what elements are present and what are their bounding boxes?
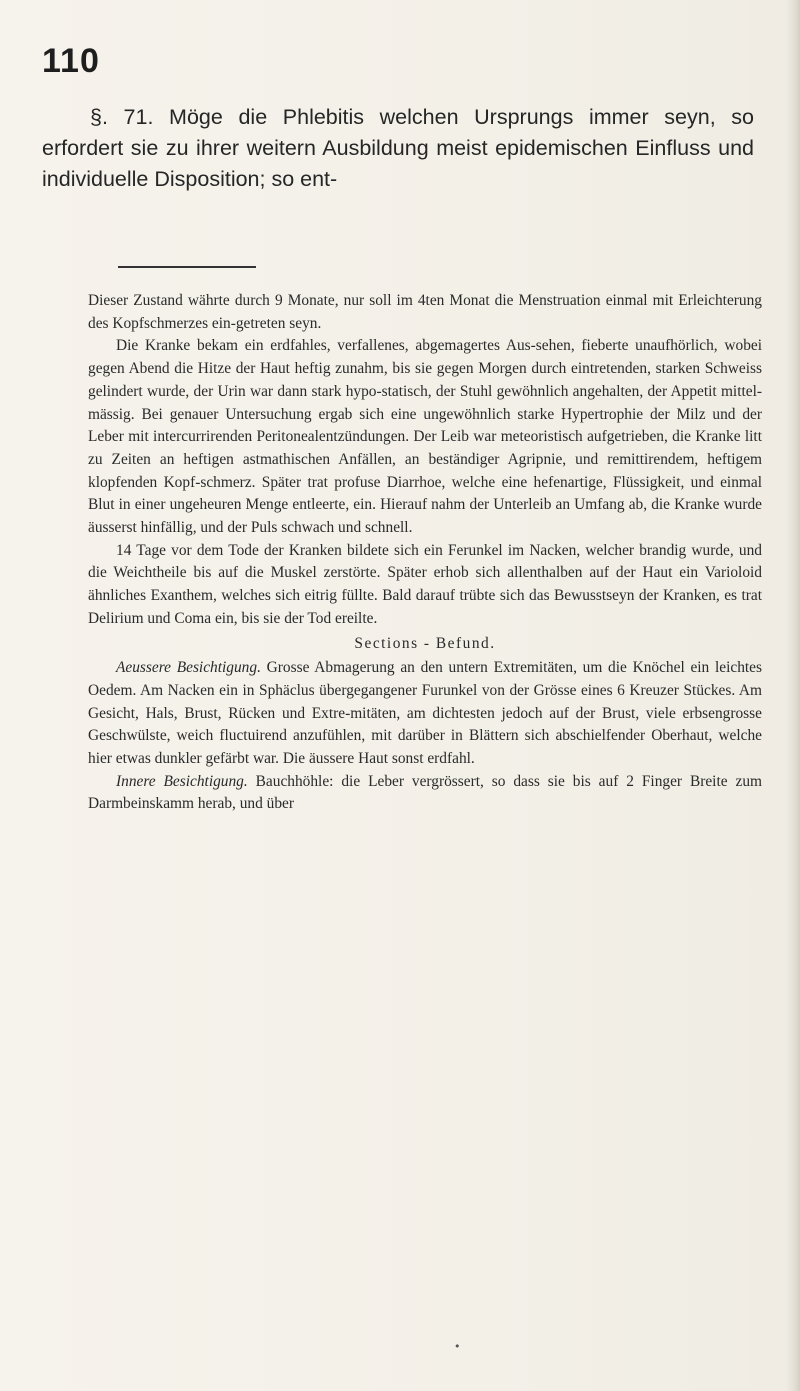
footnote [88, 290, 762, 816]
inner-inspection-label: Innere Besichtigung. [116, 772, 248, 790]
main-paragraph: §. 71. Möge die Phlebitis welchen Ursprungs immer seyn, so erfordert sie zu ihrer weitern Ausbildung meist epidemischen Einfluss und individuelle Disposition; so ent- [42, 105, 754, 191]
outer-inspection-paragraph [88, 657, 762, 771]
outer-inspection-text: Grosse Abmagerung an den untern Extremitäten, um die Knöchel ein leichtes Oedem. Am Nacken ein in Sphäclus übergegangener Furunkel von der Grösse eines 6 Kreuzer Stückes. Am Gesicht, Hals, Brust, Rücken und Extre-mitäten, am dichtesten jedoch auf der Brust, viele erbsengrosse Geschwülste, weich fluctuirend anzufühlen, mit darüber in Blättern sich abschielfender Oberhaut, welche hier etwas dunkler gefärbt war. Die äussere Haut sonst erdfahl. [88, 659, 762, 768]
footnote-paragraph-2: Die Kranke bekam ein erdfahles, verfallenes, abgemagertes Aus-sehen, fieberte unaufhörlich, wobei gegen Abend die Hitze der Haut heftig zunahm, bis sie gegen Morgen durch eintretenden, starken Schweiss gelindert wurde, der Urin war dann stark hypo-statisch, der Stuhl gewöhnlich angehalten, der Appetit mittel-mässig. Bei genauer Untersuchung ergab sich eine ungewöhnlich starke Hypertrophie der Milz und der Leber mit intercurrirenden Peritonealentzündungen. Der Leib war meteoristisch aufgetrieben, die Kranke litt zu Zeiten an heftigen astmathischen Anfällen, an beständiger Agripnie, und remittirendem, heftigem klopfenden Kopf-schmerz. Später trat profuse Diarrhoe, welche eine hefenartige, Flüssigkeit, und einmal Blut in einer ungeheuren Menge entleerte, ein. Hierauf nahm der Unterleib an Umfang ab, die Kranke wurde äusserst hinfällig, und der Puls schwach und schnell. [88, 337, 762, 537]
outer-inspection-label: Aeussere Besichtigung. [116, 659, 261, 677]
inner-inspection-text: Bauchhöhle: die Leber vergrössert, so dass sie bis auf 2 Finger Breite zum Darmbeinskamm herab, und über [88, 772, 762, 813]
inner-inspection-paragraph [88, 771, 762, 816]
section-heading: Sections - Befund. [354, 634, 496, 652]
page-number: 110 [42, 42, 100, 80]
footnote-rule [118, 266, 256, 268]
footnote-paragraph-3: 14 Tage vor dem Tode der Kranken bildete sich ein Ferunkel im Nacken, welcher brandig wurde, und die Weichtheile bis auf die Muskel zerstörte. Später erhob sich allenthalben auf der Haut ein Varioloid ähnliches Exanthem, welches sich eitrig füllte. Bald darauf trübte sich das Bewusstseyn der Kranken, es trat Delirium und Coma ein, bis sie der Tod ereilte. [88, 541, 762, 627]
footnote-paragraph-1: Dieser Zustand währte durch 9 Monate, nur soll im 4ten Monat die Menstruation einmal mit Erleichterung des Kopfschmerzes ein-getreten seyn. [88, 292, 762, 332]
page-edge-shadow [786, 0, 800, 1391]
stray-print-mark: • [454, 1340, 461, 1353]
main-text [42, 102, 754, 195]
